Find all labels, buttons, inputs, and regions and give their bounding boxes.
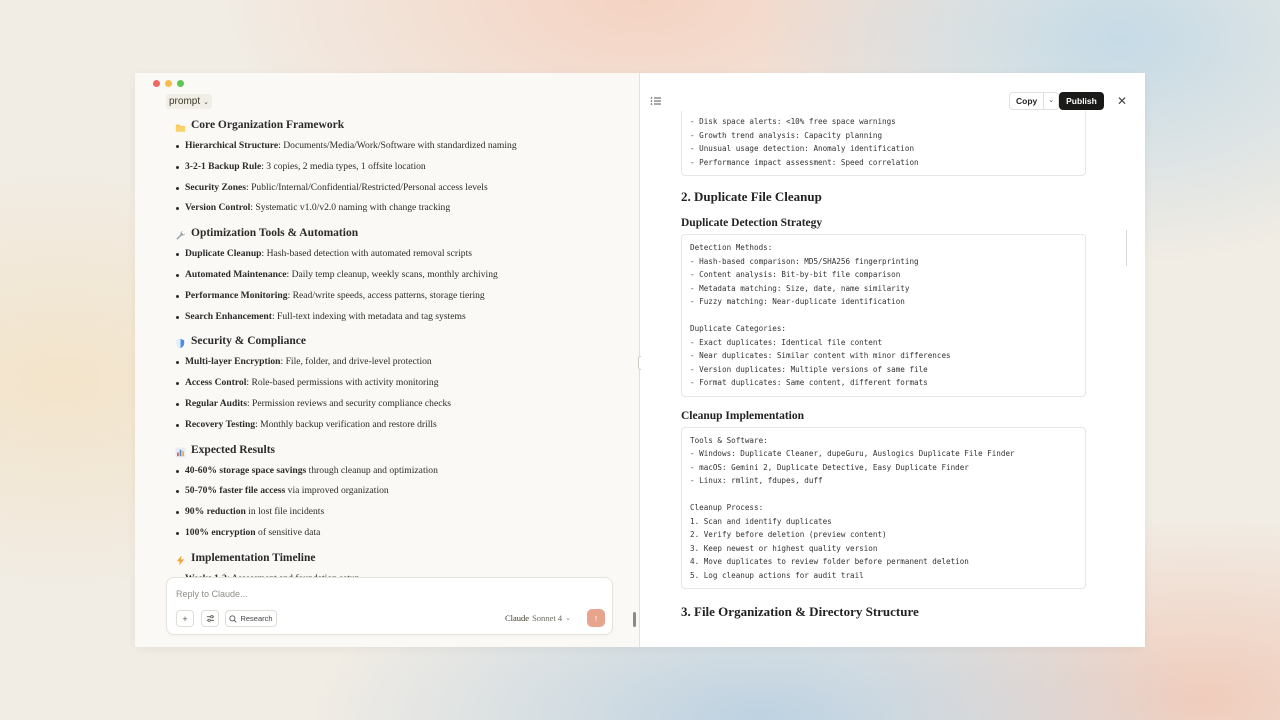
- item-text: through cleanup and optimization: [306, 464, 438, 476]
- close-icon[interactable]: ✕: [1117, 94, 1128, 108]
- sliders-icon: [206, 614, 215, 623]
- code-line: - Metadata matching: Size, date, name similarity: [690, 283, 910, 293]
- artifact-document: [681, 111, 1086, 647]
- section-heading: 3. File Organization & Directory Structure: [681, 604, 919, 619]
- close-window-button[interactable]: [153, 80, 160, 87]
- list-item: [175, 394, 605, 415]
- copy-options-button[interactable]: [1043, 93, 1058, 109]
- item-text: : Monthly backup verification and restore drills: [255, 418, 437, 430]
- item-label: Hierarchical Structure: [185, 140, 279, 151]
- code-line: 4. Move duplicates to review folder before permanent deletion: [690, 557, 969, 566]
- item-text: : Systematic v1.0/v2.0 naming with change tracking: [250, 202, 451, 214]
- list-item: [175, 352, 605, 373]
- list-item: [175, 157, 605, 178]
- item-label: Performance Monitoring: [185, 289, 288, 301]
- code-line: - Hash-based comparison: MD5/SHA256 fingerprinting: [690, 256, 919, 266]
- list-item: [175, 265, 605, 286]
- item-text: of sensitive data: [255, 526, 321, 538]
- bullet-list: [175, 352, 605, 435]
- list-item: [175, 415, 605, 436]
- section-title: Implementation Timeline: [191, 551, 316, 564]
- list-icon[interactable]: [650, 95, 662, 107]
- item-label: Recovery Testing: [185, 418, 256, 430]
- subsection-heading: Cleanup Implementation: [681, 409, 804, 422]
- item-text: : Full-text indexing with metadata and tag systems: [271, 310, 466, 322]
- section-title: Core Organization Framework: [191, 119, 345, 131]
- code-line: - Linux: rmlint, fdupes, duff: [690, 476, 823, 485]
- item-label: Multi-layer Encryption: [185, 356, 281, 368]
- code-block-detection: [681, 234, 1086, 397]
- code-line: - Disk space alerts: <10% free space warnings: [690, 117, 896, 126]
- model-version: Sonnet 4: [532, 613, 563, 623]
- code-line: - Exact duplicates: Identical file content: [690, 337, 883, 347]
- list-item: [175, 373, 605, 394]
- list-item: [175, 286, 605, 307]
- list-item: [175, 244, 605, 265]
- item-text: : Documents/Media/Work/Software with standardized naming: [278, 140, 517, 151]
- research-label: Research: [240, 614, 273, 623]
- list-item: [175, 461, 605, 482]
- window-controls: [153, 80, 184, 87]
- tools-button[interactable]: [201, 610, 219, 627]
- section-heading: [175, 223, 605, 244]
- add-attachment-button[interactable]: [176, 610, 194, 627]
- chat-messages: [175, 115, 605, 577]
- item-label: Access Control: [185, 377, 247, 389]
- chat-scrollbar[interactable]: [633, 612, 636, 627]
- chevron-down-icon: ⌄: [203, 98, 209, 106]
- section-title: Expected Results: [191, 443, 276, 456]
- chat-section: [175, 223, 605, 327]
- item-text: : Daily temp cleanup, weekly scans, monthly archiving: [286, 268, 498, 280]
- item-label: Version Control: [185, 202, 251, 214]
- code-line: - Windows: Duplicate Cleaner, dupeGuru, Auslogics Duplicate File Finder: [690, 449, 1015, 458]
- bullet-list: [175, 461, 605, 544]
- wrench-icon: [175, 228, 186, 239]
- code-line: - Performance impact assessment: Speed correlation: [690, 157, 919, 167]
- code-line: Duplicate Categories:: [690, 324, 787, 333]
- chevron-down-icon: ⌄: [565, 614, 571, 622]
- chat-panel: [135, 73, 640, 647]
- code-line: - Fuzzy matching: Near-duplicate identification: [690, 297, 905, 306]
- code-line: 3. Keep newest or highest quality version: [690, 543, 878, 553]
- section-heading: [175, 115, 605, 136]
- app-window: [135, 73, 1145, 647]
- artifact-scrollbar[interactable]: [1126, 230, 1127, 266]
- item-label: 100% encryption: [185, 526, 256, 538]
- minimize-window-button[interactable]: [165, 80, 172, 87]
- search-icon: [229, 615, 237, 623]
- code-line: - Format duplicates: Same content, different formats: [690, 378, 928, 387]
- item-text: : Permission reviews and security compliance checks: [246, 397, 452, 409]
- code-line: Detection Methods:: [690, 243, 773, 252]
- code-line: [690, 309, 1077, 323]
- research-button[interactable]: [225, 610, 277, 627]
- section-heading: [175, 440, 605, 461]
- plus-icon: +: [182, 613, 188, 624]
- item-text: : Role-based permissions with activity monitoring: [246, 377, 439, 389]
- code-line: - Unusual usage detection: Anomaly identification: [690, 144, 915, 153]
- chevron-down-icon: ⌄: [1048, 97, 1055, 104]
- bullet-list: [175, 136, 605, 219]
- section-heading: [175, 548, 605, 569]
- section-heading: 2. Duplicate File Cleanup: [681, 189, 822, 204]
- list-item: [175, 502, 605, 523]
- item-text: : Public/Internal/Confidential/Restricted/Personal access levels: [246, 181, 488, 193]
- copy-button-group: [1009, 92, 1059, 110]
- send-button[interactable]: [587, 609, 605, 627]
- item-text: : File, folder, and drive-level protection: [280, 356, 432, 368]
- model-name: Claude: [505, 613, 530, 623]
- code-line: [690, 488, 1077, 502]
- code-line: 1. Scan and identify duplicates: [690, 516, 832, 526]
- section-heading: [175, 331, 605, 352]
- item-label: 90% reduction: [185, 506, 246, 518]
- item-label: 40-60% storage space savings: [185, 464, 307, 476]
- bar-chart-icon: [175, 445, 186, 456]
- item-label: Automated Maintenance: [185, 268, 287, 280]
- chat-section: [175, 331, 605, 435]
- code-line: - Growth trend analysis: Capacity planning: [690, 130, 883, 140]
- artifact-panel: [641, 73, 1145, 647]
- code-line: Cleanup Process:: [690, 503, 764, 512]
- code-line: - Near duplicates: Similar content with minor differences: [690, 351, 951, 360]
- code-line: - Content analysis: Bit-by-bit file comparison: [690, 270, 901, 279]
- list-item: [175, 178, 605, 199]
- publish-button[interactable]: Publish: [1059, 92, 1104, 110]
- chat-section: [175, 440, 605, 544]
- item-text: : 3 copies, 2 media types, 1 offsite location: [261, 160, 426, 172]
- lightning-icon: [175, 553, 186, 564]
- item-text: via improved organization: [285, 485, 389, 497]
- item-label: Search Enhancement: [185, 310, 272, 322]
- item-text: : Read/write speeds, access patterns, storage tiering: [287, 289, 485, 301]
- item-text: in lost file incidents: [245, 506, 325, 518]
- maximize-window-button[interactable]: [177, 80, 184, 87]
- list-item: [175, 307, 605, 328]
- conversation-title-menu[interactable]: [166, 94, 212, 109]
- item-label: Security Zones: [185, 181, 247, 193]
- code-block-cleanup: [681, 427, 1086, 590]
- folder-icon: [175, 120, 186, 131]
- reply-input[interactable]: Reply to Claude...: [176, 589, 248, 599]
- arrow-up-icon: ↑: [593, 613, 599, 623]
- item-label: Duplicate Cleanup: [185, 248, 262, 260]
- item-label: Regular Audits: [185, 397, 247, 409]
- code-block-monitoring: [681, 111, 1086, 176]
- list-item: [175, 136, 605, 157]
- shield-icon: [175, 336, 186, 347]
- section-title: Optimization Tools & Automation: [191, 227, 359, 240]
- list-item: [175, 198, 605, 219]
- item-label: 50-70% faster file access: [185, 485, 286, 497]
- item-text: : Hash-based detection with automated removal scripts: [261, 248, 472, 260]
- code-line: Tools & Software:: [690, 435, 768, 445]
- chat-section: [175, 115, 605, 219]
- copy-button[interactable]: Copy: [1016, 96, 1038, 106]
- conversation-title: prompt: [169, 96, 201, 107]
- code-line: - macOS: Gemini 2, Duplicate Detective, Easy Duplicate Finder: [690, 462, 969, 472]
- model-selector[interactable]: [505, 613, 571, 623]
- list-item: [175, 481, 605, 502]
- code-line: 2. Verify before deletion (preview content): [690, 530, 887, 539]
- section-title: Security & Compliance: [191, 335, 306, 348]
- subsection-heading: Duplicate Detection Strategy: [681, 217, 823, 229]
- list-item: [175, 523, 605, 544]
- reply-composer[interactable]: [166, 577, 613, 635]
- item-label: 3-2-1 Backup Rule: [185, 160, 262, 172]
- code-line: - Version duplicates: Multiple versions of same file: [690, 364, 928, 374]
- bullet-list: [175, 244, 605, 327]
- code-line: 5. Log cleanup actions for audit trail: [690, 570, 864, 580]
